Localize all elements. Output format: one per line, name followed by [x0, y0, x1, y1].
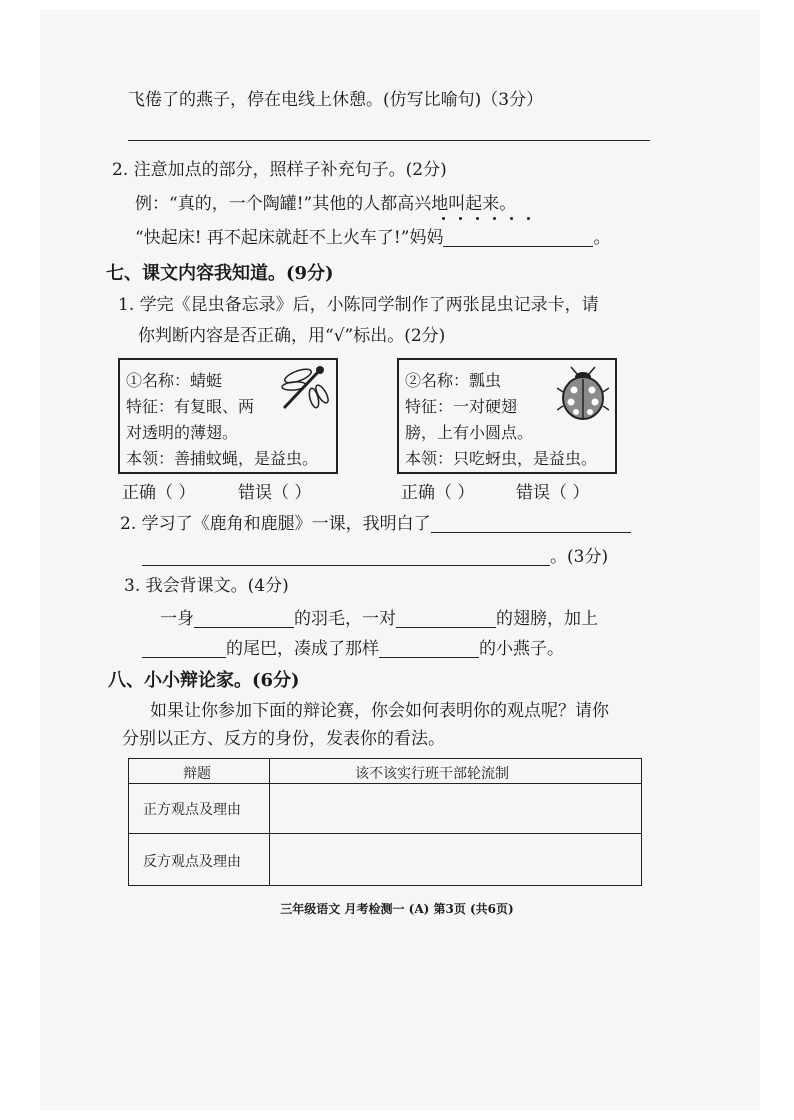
- card1-feature1: 特征：有复眼、两: [126, 397, 255, 416]
- q3-blank1[interactable]: [194, 611, 294, 628]
- q3-blank3[interactable]: [142, 641, 226, 658]
- card1-wrong[interactable]: 错误（ ）: [238, 483, 312, 503]
- answer-line[interactable]: [128, 140, 650, 141]
- q2-example: 例：“真的，一个陶罐!”其他的人都高兴地叫起来。: [135, 194, 517, 214]
- card2-skill: 本领：只吃蚜虫，是益虫。: [405, 449, 598, 468]
- card2-feature1: 特征：一对硬翅: [405, 397, 518, 416]
- s7-q2-line2: 。(3分): [142, 549, 608, 566]
- s8-intro2: 分别以正方、反方的身份，发表你的看法。: [122, 729, 445, 749]
- simile-question: 飞倦了的燕子，停在电线上休憩。(仿写比喻句)（3分）: [128, 90, 544, 110]
- card2-wrong[interactable]: 错误（ ）: [516, 483, 590, 503]
- s7-q3-line2: 的尾巴，凑成了那样 的小燕子。: [142, 641, 564, 658]
- debate-table: [128, 758, 642, 886]
- page-footer: 三年级语文 月考检测一 (A) 第3页 (共6页): [280, 902, 514, 916]
- s7-q1-line1: 1. 学完《昆虫备忘录》后，小陈同学制作了两张昆虫记录卡，请: [118, 295, 599, 315]
- card2-feature2: 膀，上有小圆点。: [405, 423, 534, 442]
- q2-blank[interactable]: [443, 230, 593, 247]
- section7-heading: 七、课文内容我知道。(9分): [106, 263, 334, 284]
- insect-card-dragonfly: [118, 358, 338, 474]
- con-answer-cell[interactable]: [271, 835, 639, 883]
- s8-intro1: 如果让你参加下面的辩论赛，你会如何表明你的观点呢？请你: [150, 701, 609, 721]
- card1-name: ①名称：蜻蜓: [126, 371, 223, 390]
- q2-title: 2. 注意加点的部分，照样子补充句子。(2分): [112, 160, 447, 180]
- s7-q1-line2: 你判断内容是否正确，用“√”标出。(2分): [138, 326, 446, 346]
- card1-correct[interactable]: 正确（ ）: [122, 483, 196, 503]
- section8-heading: 八、小小辩论家。(6分): [108, 670, 300, 691]
- s7-q2-blank2[interactable]: [142, 549, 550, 566]
- q3-blank4[interactable]: [379, 641, 479, 658]
- ladybug-icon: [557, 366, 609, 422]
- card1-feature2: 对透明的薄翅。: [126, 423, 239, 442]
- s7-q2: 2. 学习了《鹿角和鹿腿》一课，我明白了: [120, 516, 631, 533]
- s7-q3-line1: 一身 的羽毛，一对 的翅膀，加上: [160, 609, 598, 629]
- table-row-con: 反方观点及理由: [143, 854, 241, 870]
- q2-prompt: “快起床! 再不起床就赶不上火车了!”妈妈 。: [135, 228, 611, 248]
- card1-skill: 本领：善捕蚊蝇，是益虫。: [126, 449, 319, 468]
- dragonfly-icon: [276, 364, 332, 412]
- table-header-topic: 辩题: [183, 766, 211, 782]
- s7-q3-title: 3. 我会背课文。(4分): [124, 576, 289, 596]
- q3-blank2[interactable]: [396, 611, 496, 628]
- s7-q2-blank1[interactable]: [431, 516, 631, 533]
- pro-answer-cell[interactable]: [271, 785, 639, 831]
- table-row-pro: 正方观点及理由: [143, 802, 241, 818]
- card2-correct[interactable]: 正确（ ）: [401, 483, 475, 503]
- table-header-question: 该不该实行班干部轮流制: [355, 766, 509, 782]
- insect-card-ladybug: [397, 358, 617, 474]
- card2-name: ②名称：瓢虫: [405, 371, 502, 390]
